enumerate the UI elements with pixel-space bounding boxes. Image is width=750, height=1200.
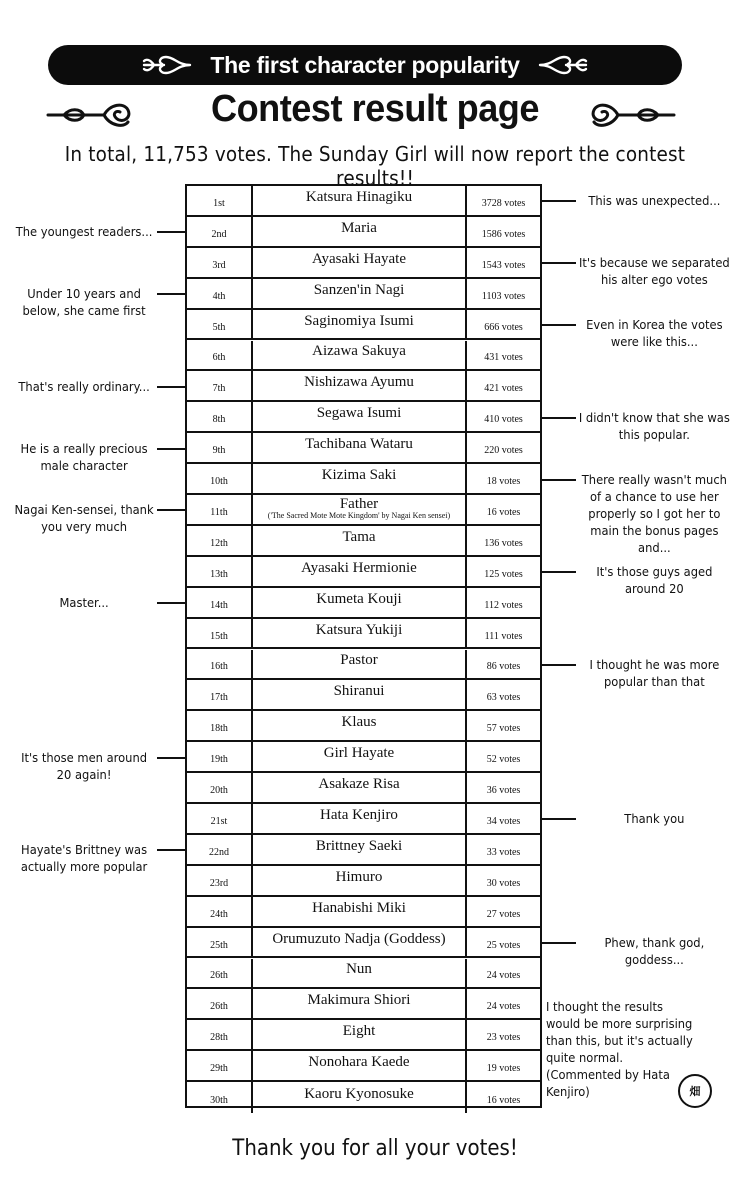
character-name: Nun [346, 961, 372, 978]
ranking-row [187, 959, 540, 990]
rank-cell: 17th [187, 680, 253, 709]
leader-line [157, 231, 185, 233]
ranking-row [187, 433, 540, 464]
rank-cell: 6th [187, 341, 253, 370]
ornament-right-icon [588, 100, 678, 130]
votes-cell: 18 votes [486, 476, 521, 488]
rank-cell: 24th [187, 897, 253, 926]
votes-cell: 421 votes [484, 383, 523, 395]
votes-cell: 16 votes [486, 506, 521, 518]
character-name: Asakaze Risa [318, 776, 400, 793]
left-comment: Hayate's Brittney was actually more popular [20, 842, 148, 875]
votes-cell: 63 votes [486, 692, 521, 704]
ranking-row [187, 526, 540, 557]
name-cell [253, 619, 467, 648]
author-seal: 畑 [678, 1074, 712, 1108]
votes-cell: 25 votes [486, 939, 521, 951]
votes-cell: 52 votes [486, 754, 521, 766]
left-comment: Under 10 years and below, she came first [22, 286, 146, 319]
rank-cell: 13th [187, 557, 253, 586]
banner-title: The first character popularity [210, 51, 520, 78]
leader-line [542, 417, 576, 419]
character-name: Katsura Yukiji [315, 621, 403, 638]
votes-cell: 1586 votes [481, 228, 526, 240]
ranking-row [187, 742, 540, 773]
name-cell [253, 495, 467, 524]
character-name: Sanzen'in Nagi [313, 281, 405, 298]
rank-cell: 20th [187, 773, 253, 802]
character-name: Klaus [341, 714, 377, 731]
name-cell [253, 402, 467, 431]
rank-cell: 18th [187, 711, 253, 740]
rank-cell: 2nd [187, 217, 253, 246]
rank-cell: 8th [187, 402, 253, 431]
right-comment: Even in Korea the votes were like this... [586, 317, 723, 350]
votes-cell: 666 votes [484, 321, 523, 333]
author-comment: I thought the results would be more surprising than this, but it's actually quite normal. (Commented by Hata Kenjiro) [546, 999, 693, 1099]
character-name: Aizawa Sakuya [312, 343, 406, 360]
rank-cell: 22nd [187, 835, 253, 864]
leader-line [157, 448, 185, 450]
character-name: Segawa Isumi [316, 405, 402, 422]
name-cell [253, 804, 467, 833]
name-cell [253, 1020, 467, 1049]
ranking-table [185, 184, 542, 1108]
leader-line [542, 571, 576, 573]
leader-line [542, 262, 576, 264]
leader-line [542, 664, 576, 666]
rank-cell: 5th [187, 310, 253, 339]
rank-cell: 26th [187, 989, 253, 1018]
ranking-row [187, 402, 540, 433]
ranking-row [187, 1051, 540, 1082]
right-comment: I thought he was more popular than that [589, 656, 720, 689]
name-cell [253, 1082, 467, 1113]
character-name: Maria [341, 219, 377, 236]
ranking-row [187, 310, 540, 341]
name-cell [253, 588, 467, 617]
character-note: ('The Sacred Mote Mote Kingdom' by Nagai Ken sensei) [267, 511, 451, 521]
name-cell [253, 928, 467, 957]
ranking-row [187, 186, 540, 217]
votes-cell: 1543 votes [481, 259, 526, 271]
flourish-left-icon [140, 53, 192, 77]
leader-line [542, 818, 576, 820]
votes-cell: 57 votes [486, 723, 521, 735]
leader-line [157, 757, 185, 759]
rank-cell: 30th [187, 1082, 253, 1113]
name-cell [253, 310, 467, 339]
character-name: Hanabishi Miki [312, 899, 406, 916]
character-name: Hata Kenjiro [320, 806, 398, 823]
votes-cell: 33 votes [486, 846, 521, 858]
name-cell [253, 1051, 467, 1080]
rank-cell: 12th [187, 526, 253, 555]
left-comment: It's those men around 20 again! [21, 749, 148, 782]
rank-cell: 4th [187, 279, 253, 308]
rank-cell: 15th [187, 619, 253, 648]
rank-cell: 16th [187, 650, 253, 679]
ranking-row [187, 1020, 540, 1051]
rank-cell: 28th [187, 1020, 253, 1049]
character-name: Brittney Saeki [315, 837, 403, 854]
page-title: Contest result page [211, 88, 539, 130]
name-cell [253, 989, 467, 1018]
ranking-row [187, 588, 540, 619]
character-name: Girl Hayate [323, 745, 395, 762]
leader-line [542, 479, 576, 481]
ranking-row [187, 650, 540, 681]
rank-cell: 25th [187, 928, 253, 957]
leader-line [157, 293, 185, 295]
character-name: Shiranui [333, 683, 385, 700]
name-cell [253, 773, 467, 802]
ranking-row [187, 711, 540, 742]
name-cell [253, 897, 467, 926]
ranking-row [187, 928, 540, 959]
name-cell [253, 371, 467, 400]
name-cell [253, 866, 467, 895]
left-comment: The youngest readers... [15, 224, 153, 240]
rank-cell: 9th [187, 433, 253, 462]
leader-line [542, 942, 576, 944]
name-cell [253, 959, 467, 988]
ranking-row [187, 989, 540, 1020]
left-comment: That's really ordinary... [18, 378, 150, 394]
votes-cell: 36 votes [486, 785, 521, 797]
character-name: Kizima Saki [321, 467, 397, 484]
name-cell [253, 711, 467, 740]
name-cell [253, 464, 467, 493]
character-name: Father [339, 496, 379, 513]
leader-line [157, 602, 185, 604]
character-name: Kaoru Kyonosuke [304, 1086, 414, 1103]
votes-cell: 24 votes [486, 970, 521, 982]
votes-cell: 431 votes [484, 352, 523, 364]
rank-cell: 10th [187, 464, 253, 493]
ranking-row [187, 495, 540, 526]
name-cell [253, 433, 467, 462]
character-name: Nonohara Kaede [308, 1054, 410, 1071]
rank-cell: 3rd [187, 248, 253, 277]
name-cell [253, 279, 467, 308]
character-name: Saginomiya Isumi [304, 312, 414, 329]
leader-line [542, 324, 576, 326]
votes-cell: 24 votes [486, 1001, 521, 1013]
character-name: Pastor [340, 652, 378, 669]
right-comment: There really wasn't much of a chance to use her properly so I got her to main the bonus pages and... [581, 471, 727, 555]
left-comment: Master... [59, 595, 109, 611]
votes-cell: 16 votes [486, 1095, 521, 1107]
ranking-row [187, 1082, 540, 1113]
leader-line [157, 849, 185, 851]
character-name: Tama [342, 528, 376, 545]
rank-cell: 26th [187, 959, 253, 988]
rank-cell: 19th [187, 742, 253, 771]
character-name: Ayasaki Hayate [312, 250, 406, 267]
name-cell [253, 341, 467, 370]
name-cell [253, 217, 467, 246]
character-name: Kumeta Kouji [316, 590, 402, 607]
ranking-row [187, 557, 540, 588]
ranking-row [187, 371, 540, 402]
rank-cell: 7th [187, 371, 253, 400]
character-name: Makimura Shiori [307, 992, 411, 1009]
ranking-row [187, 773, 540, 804]
ranking-row [187, 680, 540, 711]
votes-cell: 27 votes [486, 908, 521, 920]
character-name: Himuro [335, 868, 383, 885]
votes-cell: 136 votes [484, 537, 523, 549]
ranking-row [187, 248, 540, 279]
name-cell [253, 835, 467, 864]
votes-cell: 34 votes [486, 815, 521, 827]
right-comment: I didn't know that she was this popular. [578, 409, 730, 442]
votes-cell: 19 votes [486, 1063, 521, 1075]
character-name: Tachibana Wataru [305, 436, 413, 453]
rank-cell: 29th [187, 1051, 253, 1080]
ranking-row [187, 279, 540, 310]
ranking-row [187, 217, 540, 248]
character-name: Katsura Hinagiku [305, 188, 413, 205]
rank-cell: 21st [187, 804, 253, 833]
right-comment: Thank you [624, 811, 685, 827]
leader-line [157, 509, 185, 511]
left-comment: Nagai Ken-sensei, thank you very much [14, 502, 154, 535]
votes-cell: 3728 votes [481, 197, 526, 209]
votes-cell: 410 votes [484, 414, 523, 426]
leader-line [157, 386, 185, 388]
character-name: Ayasaki Hermionie [301, 559, 417, 576]
votes-cell: 1103 votes [481, 290, 526, 302]
votes-cell: 23 votes [486, 1032, 521, 1044]
page-subtitle: In total, 11,753 votes. The Sunday Girl will now report the contest results!! [64, 142, 686, 190]
name-cell [253, 650, 467, 679]
votes-cell: 86 votes [486, 661, 521, 673]
flourish-right-icon [538, 53, 590, 77]
ranking-row [187, 464, 540, 495]
votes-cell: 111 votes [484, 630, 523, 642]
character-name: Orumuzuto Nadja (Goddess) [272, 930, 446, 947]
rank-cell: 1st [187, 186, 253, 215]
name-cell [253, 557, 467, 586]
character-name: Eight [342, 1023, 376, 1040]
ranking-row [187, 866, 540, 897]
rank-cell: 23rd [187, 866, 253, 895]
name-cell [253, 680, 467, 709]
rank-cell: 14th [187, 588, 253, 617]
leader-line [542, 200, 576, 202]
title-banner [48, 45, 682, 85]
footer-message: Thank you for all your votes! [232, 1136, 518, 1161]
rank-cell: 11th [187, 495, 253, 524]
right-comment: It's those guys aged around 20 [596, 564, 713, 597]
right-comment: It's because we separated his alter ego votes [579, 255, 730, 288]
ranking-row [187, 897, 540, 928]
ranking-row [187, 804, 540, 835]
votes-cell: 220 votes [484, 445, 523, 457]
left-comment: He is a really precious male character [20, 440, 148, 473]
votes-cell: 30 votes [486, 877, 521, 889]
right-comment: Phew, thank god, goddess... [604, 935, 705, 968]
name-cell [253, 248, 467, 277]
name-cell [253, 742, 467, 771]
name-cell [253, 526, 467, 555]
right-comment: This was unexpected... [588, 193, 721, 209]
character-name: Nishizawa Ayumu [304, 374, 414, 391]
ranking-row [187, 341, 540, 372]
votes-cell: 125 votes [484, 568, 523, 580]
votes-cell: 112 votes [484, 599, 523, 611]
ranking-row [187, 619, 540, 650]
ranking-row [187, 835, 540, 866]
name-cell [253, 186, 467, 215]
